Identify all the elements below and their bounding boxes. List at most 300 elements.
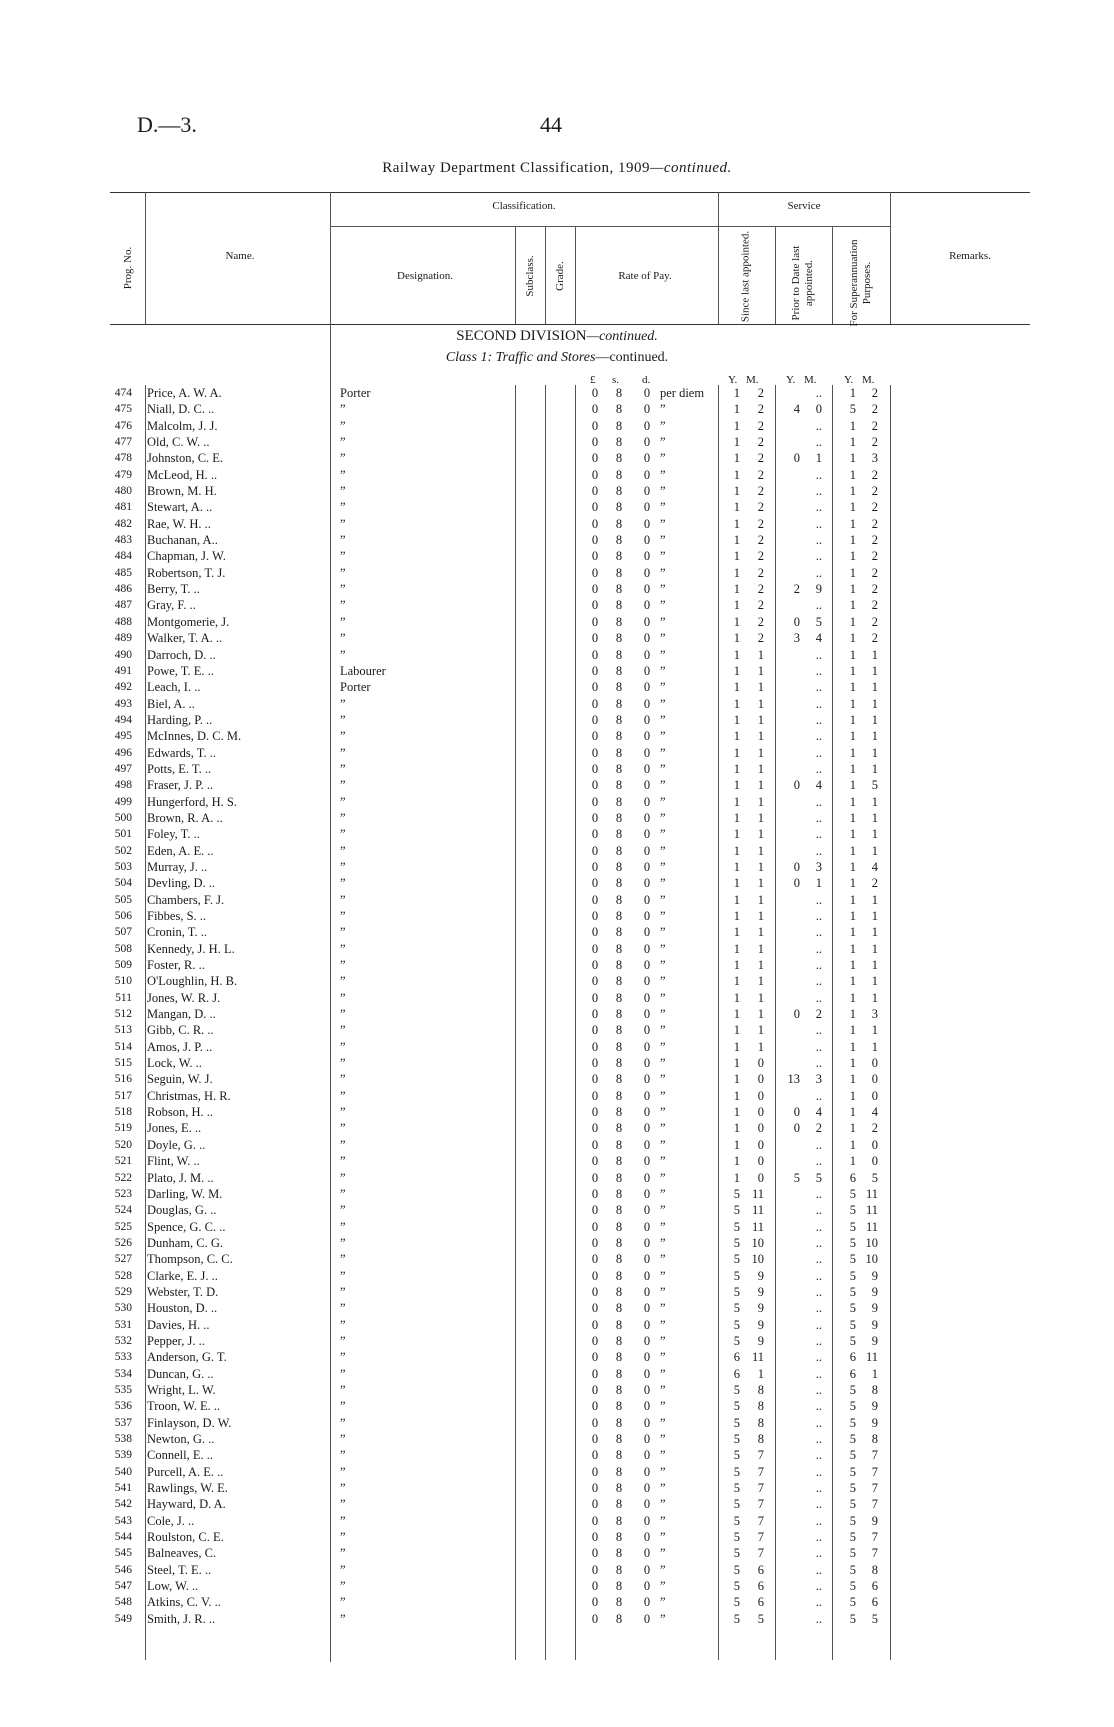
class-heading	[0, 350, 1114, 366]
pay-pounds-cell: 0	[591, 1072, 599, 1087]
name-cell: Stewart, A. ..	[147, 500, 213, 515]
pay-pounds-cell: 0	[591, 1579, 599, 1594]
pay-shillings-cell: 8	[615, 1121, 623, 1136]
super-years-cell: 5	[849, 1235, 856, 1250]
super-years-cell: 5	[849, 1432, 856, 1446]
pay-shillings-cell: 8	[615, 582, 623, 597]
pay-period-cell: ”	[660, 631, 666, 646]
header-divider	[832, 226, 833, 324]
name-cell: Anderson, G. T.	[147, 1350, 227, 1365]
header-superannuation: For Superannuation Purposes.	[848, 239, 873, 327]
pay-pence-cell: 0	[643, 1088, 651, 1103]
super-months-cell: 11	[865, 1186, 878, 1201]
table-row	[0, 1447, 1114, 1463]
super-years-cell: 1	[849, 386, 856, 400]
title-continued: —continued.	[650, 160, 732, 176]
super-years-cell: 5	[849, 1219, 856, 1234]
pay-shillings-cell: 8	[615, 1007, 623, 1022]
pay-period-cell: ”	[660, 1186, 666, 1201]
table-row	[0, 1202, 1114, 1218]
name-cell: Brown, R. A. ..	[147, 810, 223, 825]
pay-pence-cell: 0	[643, 941, 651, 956]
prior-months-cell: ..	[815, 958, 822, 973]
super-months-cell: 1	[871, 647, 878, 662]
pay-pounds-cell: 0	[591, 1399, 599, 1414]
super-months-cell: 8	[871, 1382, 878, 1397]
since-months-cell: 0	[757, 1056, 764, 1071]
pay-period-cell: ”	[660, 1579, 666, 1594]
since-months-cell: 1	[757, 1039, 764, 1054]
super-months-cell: 9	[871, 1333, 878, 1348]
pay-pounds-cell: 0	[591, 909, 599, 923]
table-row	[0, 1464, 1114, 1480]
header-rate-of-pay: Rate of Pay.	[618, 270, 672, 282]
prior-months-cell: 2	[815, 1121, 822, 1136]
pay-shillings-cell: 8	[615, 1137, 623, 1152]
prior-years-cell: 0	[793, 1105, 800, 1120]
since-months-cell: 11	[751, 1186, 764, 1201]
designation-cell: ”	[340, 1121, 346, 1136]
designation-cell: ”	[340, 500, 346, 515]
header-grade: Grade.	[554, 261, 566, 291]
designation-cell: ”	[340, 859, 346, 874]
pay-pounds-cell: 0	[591, 435, 599, 450]
super-months-cell: 1	[871, 712, 878, 727]
prior-months-cell: ..	[815, 925, 822, 940]
prior-months-cell: ..	[815, 647, 822, 662]
super-months-cell: 5	[871, 1611, 878, 1626]
pay-pounds-cell: 0	[591, 1481, 599, 1496]
super-years-cell: 1	[849, 614, 856, 629]
prog-no-cell: 523	[114, 1187, 132, 1200]
pay-pounds-cell: 0	[591, 810, 599, 825]
header-name: Name.	[225, 250, 255, 262]
pay-pounds-cell: 0	[591, 1007, 599, 1022]
prog-no-cell: 496	[114, 746, 132, 759]
super-years-cell: 1	[849, 451, 856, 466]
unit-months: M.	[804, 374, 817, 386]
super-years-cell: 1	[849, 484, 856, 499]
prior-months-cell: ..	[815, 1432, 822, 1446]
since-months-cell: 11	[751, 1350, 764, 1365]
since-months-cell: 1	[757, 843, 764, 858]
designation-cell: ”	[340, 1432, 346, 1446]
super-months-cell: 9	[871, 1301, 878, 1316]
pay-period-cell: ”	[660, 1382, 666, 1397]
pay-pence-cell: 0	[643, 435, 651, 450]
pay-shillings-cell: 8	[615, 745, 623, 760]
name-cell: Fraser, J. P. ..	[147, 778, 214, 793]
super-years-cell: 1	[849, 1056, 856, 1071]
pay-shillings-cell: 8	[615, 761, 623, 776]
super-years-cell: 1	[849, 974, 856, 989]
pay-shillings-cell: 8	[615, 1595, 623, 1610]
super-years-cell: 5	[849, 1268, 856, 1283]
prior-months-cell: ..	[815, 565, 822, 580]
table-row	[0, 859, 1114, 875]
table-row	[0, 532, 1114, 548]
pay-shillings-cell: 8	[615, 1105, 623, 1120]
pay-period-cell: ”	[660, 892, 666, 907]
pay-pence-cell: 0	[643, 1481, 651, 1496]
prior-months-cell: ..	[815, 696, 822, 711]
name-cell: Malcolm, J. J.	[147, 418, 218, 433]
designation-cell: ”	[340, 516, 346, 531]
prior-months-cell: ..	[815, 1562, 822, 1577]
prior-months-cell: ..	[815, 1088, 822, 1103]
since-years-cell: 5	[733, 1301, 740, 1316]
super-years-cell: 5	[849, 1579, 856, 1594]
table-row	[0, 1382, 1114, 1398]
super-months-cell: 10	[865, 1252, 878, 1267]
pay-pence-cell: 0	[643, 1186, 651, 1201]
since-years-cell: 5	[733, 1284, 740, 1299]
designation-cell: ”	[340, 647, 346, 662]
name-cell: Newton, G. ..	[147, 1432, 215, 1446]
prog-no-cell: 495	[114, 730, 132, 743]
prog-no-cell: 510	[114, 975, 132, 988]
pay-pence-cell: 0	[643, 565, 651, 580]
prior-months-cell: ..	[815, 1137, 822, 1152]
table-row	[0, 1039, 1114, 1055]
super-years-cell: 1	[849, 467, 856, 482]
pay-pence-cell: 0	[643, 909, 651, 923]
prog-no-cell: 501	[114, 828, 132, 841]
super-years-cell: 1	[849, 631, 856, 646]
since-years-cell: 1	[733, 859, 740, 874]
pay-shillings-cell: 8	[615, 1415, 623, 1430]
prior-months-cell: 1	[815, 876, 822, 891]
since-years-cell: 1	[733, 696, 740, 711]
pay-pounds-cell: 0	[591, 1219, 599, 1234]
pay-pence-cell: 0	[643, 1039, 651, 1054]
pay-pence-cell: 0	[643, 500, 651, 515]
pay-period-cell: ”	[660, 614, 666, 629]
since-months-cell: 1	[757, 990, 764, 1005]
super-years-cell: 5	[849, 1317, 856, 1332]
header-subclass: Subclass.	[524, 255, 536, 297]
table-row	[0, 728, 1114, 744]
table-row	[0, 679, 1114, 695]
designation-cell: ”	[340, 484, 346, 499]
pay-pounds-cell: 0	[591, 614, 599, 629]
name-cell: Chapman, J. W.	[147, 549, 226, 564]
table-row	[0, 1496, 1114, 1512]
prog-no-cell: 500	[114, 811, 132, 824]
table-row	[0, 1300, 1114, 1316]
super-months-cell: 1	[871, 1023, 878, 1038]
since-years-cell: 1	[733, 598, 740, 613]
pay-pence-cell: 0	[643, 859, 651, 874]
since-years-cell: 1	[733, 925, 740, 940]
pay-period-cell: ”	[660, 1301, 666, 1316]
prog-no-cell: 533	[114, 1351, 132, 1364]
since-months-cell: 8	[757, 1382, 764, 1397]
since-months-cell: 0	[757, 1088, 764, 1103]
since-months-cell: 1	[757, 745, 764, 760]
header-remarks: Remarks.	[949, 250, 991, 262]
designation-cell: ”	[340, 745, 346, 760]
super-years-cell: 1	[849, 810, 856, 825]
pay-shillings-cell: 8	[615, 1432, 623, 1446]
designation-cell: ”	[340, 1007, 346, 1022]
pay-shillings-cell: 8	[615, 1170, 623, 1185]
name-cell: Leach, I. ..	[147, 680, 201, 695]
pay-period-cell: ”	[660, 402, 666, 417]
prog-no-cell: 518	[114, 1106, 132, 1119]
super-years-cell: 1	[849, 598, 856, 613]
super-years-cell: 1	[849, 761, 856, 776]
since-years-cell: 1	[733, 1170, 740, 1185]
header-divider	[890, 192, 891, 324]
super-months-cell: 7	[871, 1530, 878, 1545]
prog-no-cell: 521	[114, 1155, 132, 1168]
name-cell: Duncan, G. ..	[147, 1366, 214, 1381]
table-row	[0, 483, 1114, 499]
name-cell: Foley, T. ..	[147, 827, 200, 842]
designation-cell: ”	[340, 565, 346, 580]
since-years-cell: 5	[733, 1219, 740, 1234]
pay-period-cell: ”	[660, 533, 666, 548]
since-months-cell: 2	[757, 418, 764, 433]
prior-months-cell: ..	[815, 843, 822, 858]
designation-cell: ”	[340, 549, 346, 564]
prog-no-cell: 537	[114, 1416, 132, 1429]
prog-no-cell: 519	[114, 1122, 132, 1135]
pay-pounds-cell: 0	[591, 892, 599, 907]
pay-period-cell: ”	[660, 1595, 666, 1610]
since-months-cell: 1	[757, 712, 764, 727]
pay-pounds-cell: 0	[591, 794, 599, 809]
header-divider	[515, 226, 516, 324]
name-cell: Wright, L. W.	[147, 1382, 216, 1397]
prior-months-cell: ..	[815, 1235, 822, 1250]
since-years-cell: 1	[733, 810, 740, 825]
prior-months-cell: ..	[815, 1056, 822, 1071]
pay-pence-cell: 0	[643, 1546, 651, 1561]
table-row	[0, 1431, 1114, 1447]
pay-pounds-cell: 0	[591, 941, 599, 956]
since-months-cell: 10	[751, 1235, 764, 1250]
since-years-cell: 5	[733, 1432, 740, 1446]
pay-shillings-cell: 8	[615, 467, 623, 482]
super-years-cell: 1	[849, 1039, 856, 1054]
super-months-cell: 9	[871, 1513, 878, 1528]
table-row	[0, 973, 1114, 989]
pay-pence-cell: 0	[643, 1432, 651, 1446]
designation-cell: ”	[340, 1088, 346, 1103]
pay-pence-cell: 0	[643, 696, 651, 711]
pay-period-cell: ”	[660, 876, 666, 891]
page-title	[0, 160, 1114, 177]
super-years-cell: 1	[849, 892, 856, 907]
prior-months-cell: ..	[815, 892, 822, 907]
pay-pence-cell: 0	[643, 843, 651, 858]
pay-pence-cell: 0	[643, 1301, 651, 1316]
name-cell: Smith, J. R. ..	[147, 1611, 216, 1626]
designation-cell: ”	[340, 1366, 346, 1381]
prior-months-cell: ..	[815, 1399, 822, 1414]
pay-pounds-cell: 0	[591, 484, 599, 499]
pay-period-cell: ”	[660, 909, 666, 923]
pay-period-cell: ”	[660, 761, 666, 776]
since-years-cell: 1	[733, 484, 740, 499]
table-row	[0, 761, 1114, 777]
super-months-cell: 0	[871, 1072, 878, 1087]
super-years-cell: 1	[849, 843, 856, 858]
unit-months: M.	[862, 374, 875, 386]
pay-pence-cell: 0	[643, 663, 651, 678]
designation-cell: ”	[340, 435, 346, 450]
super-years-cell: 1	[849, 533, 856, 548]
since-years-cell: 1	[733, 1088, 740, 1103]
pay-shillings-cell: 8	[615, 663, 623, 678]
since-years-cell: 1	[733, 778, 740, 793]
pay-period-cell: ”	[660, 1464, 666, 1479]
designation-cell: Porter	[340, 386, 371, 400]
pay-pounds-cell: 0	[591, 1513, 599, 1528]
pay-pence-cell: 0	[643, 876, 651, 891]
designation-cell: ”	[340, 467, 346, 482]
since-months-cell: 0	[757, 1137, 764, 1152]
since-months-cell: 1	[757, 810, 764, 825]
header-since-last: Since last appointed.	[739, 230, 752, 323]
pay-pounds-cell: 0	[591, 1154, 599, 1169]
pay-shillings-cell: 8	[615, 1497, 623, 1512]
since-years-cell: 1	[733, 1072, 740, 1087]
pay-pounds-cell: 0	[591, 1497, 599, 1512]
super-months-cell: 9	[871, 1317, 878, 1332]
since-years-cell: 1	[733, 467, 740, 482]
table-row	[0, 696, 1114, 712]
since-years-cell: 6	[733, 1366, 740, 1381]
since-months-cell: 2	[757, 467, 764, 482]
pay-shillings-cell: 8	[615, 876, 623, 891]
name-cell: Fibbes, S. ..	[147, 909, 207, 923]
since-months-cell: 2	[757, 402, 764, 417]
pay-pence-cell: 0	[643, 451, 651, 466]
designation-cell: ”	[340, 810, 346, 825]
super-years-cell: 1	[849, 990, 856, 1005]
prior-months-cell: ..	[815, 1464, 822, 1479]
prior-months-cell: ..	[815, 1530, 822, 1545]
prog-no-cell: 474	[114, 387, 132, 399]
since-years-cell: 1	[733, 435, 740, 450]
name-cell: Purcell, A. E. ..	[147, 1464, 224, 1479]
table-row	[0, 1022, 1114, 1038]
super-years-cell: 1	[849, 1072, 856, 1087]
prog-no-cell: 497	[114, 762, 132, 775]
pay-pence-cell: 0	[643, 1023, 651, 1038]
pay-pence-cell: 0	[643, 418, 651, 433]
designation-cell: ”	[340, 925, 346, 940]
table-row	[0, 548, 1114, 564]
designation-cell: ”	[340, 631, 346, 646]
since-months-cell: 1	[757, 974, 764, 989]
since-months-cell: 2	[757, 435, 764, 450]
since-years-cell: 1	[733, 794, 740, 809]
table-row	[0, 1611, 1114, 1627]
pay-pence-cell: 0	[643, 1219, 651, 1234]
pay-shillings-cell: 8	[615, 1219, 623, 1234]
super-months-cell: 6	[871, 1579, 878, 1594]
super-years-cell: 1	[849, 909, 856, 923]
pay-pounds-cell: 0	[591, 1530, 599, 1545]
pay-period-cell: ”	[660, 663, 666, 678]
pay-pence-cell: 0	[643, 974, 651, 989]
pay-shillings-cell: 8	[615, 1268, 623, 1283]
pay-shillings-cell: 8	[615, 614, 623, 629]
prior-months-cell: 4	[815, 778, 822, 793]
pay-pence-cell: 0	[643, 647, 651, 662]
designation-cell: ”	[340, 418, 346, 433]
designation-cell: ”	[340, 614, 346, 629]
pay-pence-cell: 0	[643, 712, 651, 727]
prog-no-cell: 539	[114, 1449, 132, 1462]
pay-period-cell: ”	[660, 418, 666, 433]
prog-no-cell: 484	[114, 550, 132, 563]
pay-period-cell: ”	[660, 451, 666, 466]
super-months-cell: 1	[871, 745, 878, 760]
prior-months-cell: 1	[815, 451, 822, 466]
since-months-cell: 1	[757, 941, 764, 956]
super-months-cell: 1	[871, 941, 878, 956]
pay-pence-cell: 0	[643, 1464, 651, 1479]
pay-pounds-cell: 0	[591, 1088, 599, 1103]
pay-pounds-cell: 0	[591, 1562, 599, 1577]
prog-no-cell: 505	[114, 893, 132, 906]
since-months-cell: 11	[751, 1203, 764, 1218]
name-cell: Hungerford, H. S.	[147, 794, 237, 809]
pay-pounds-cell: 0	[591, 1595, 599, 1610]
pay-shillings-cell: 8	[615, 1072, 623, 1087]
since-months-cell: 9	[757, 1284, 764, 1299]
name-cell: Cole, J. ..	[147, 1513, 195, 1528]
designation-cell: ”	[340, 909, 346, 923]
table-row	[0, 1055, 1114, 1071]
table-row	[0, 1513, 1114, 1529]
name-cell: Berry, T. ..	[147, 582, 200, 597]
prog-no-cell: 520	[114, 1138, 132, 1151]
prior-years-cell: 2	[793, 582, 800, 597]
designation-cell: ”	[340, 974, 346, 989]
prog-no-cell: 522	[114, 1171, 132, 1184]
designation-cell: ”	[340, 1056, 346, 1071]
prior-months-cell: ..	[815, 761, 822, 776]
super-months-cell: 1	[871, 843, 878, 858]
pay-period-cell: ”	[660, 1039, 666, 1054]
table-row	[0, 1415, 1114, 1431]
prior-months-cell: 5	[815, 614, 822, 629]
since-years-cell: 1	[733, 712, 740, 727]
super-months-cell: 1	[871, 663, 878, 678]
since-years-cell: 1	[733, 1039, 740, 1054]
since-years-cell: 1	[733, 843, 740, 858]
prog-no-cell: 513	[114, 1024, 132, 1037]
since-years-cell: 1	[733, 761, 740, 776]
unit-years: Y.	[728, 374, 738, 386]
pay-period-cell: ”	[660, 1121, 666, 1136]
super-months-cell: 1	[871, 827, 878, 842]
since-years-cell: 1	[733, 549, 740, 564]
pay-pence-cell: 0	[643, 1382, 651, 1397]
table-row	[0, 1006, 1114, 1022]
pay-shillings-cell: 8	[615, 990, 623, 1005]
header-divider	[775, 226, 776, 324]
pay-pounds-cell: 0	[591, 729, 599, 744]
name-cell: Spence, G. C. ..	[147, 1219, 226, 1234]
super-years-cell: 1	[849, 941, 856, 956]
